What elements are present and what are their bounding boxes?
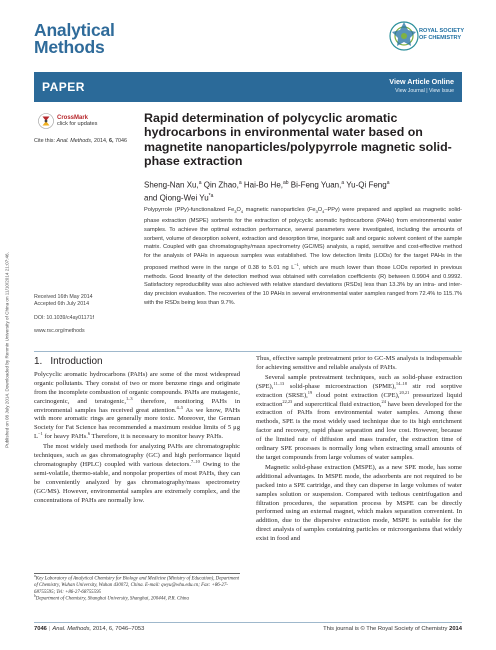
author: Hai-Bo He, <box>243 180 283 190</box>
download-side-note: Published on 08 July 2014. Downloaded by Renmin University of China on 11/10/2014 21:07:46. <box>4 252 9 448</box>
paragraph: The most widely used methods for analyzing PAHs are chromatographic techniques, such as gas chromatography (GC) and high performance liquid chromatography (HPLC) coupled with various detectors.$^{7-10}$ Owing to the semi-volatile, thermo-stable, and nonpolar properties of most PAHs, they can be conveniently analyzed by gas chromatography/mass spectrometry (GC/MS). However, environmental samples are extremely complex, and the concentrations of PAHs are normally low. <box>34 443 240 504</box>
footer-divider <box>34 622 462 623</box>
author-list: Sheng-Nan Xu,$^a$ Qin Zhao,$^a$ Hai-Bo He,$^{ab}$ Bi-Feng Yuan,$^a$ Yu-Qi Feng$^a$ and Qiong-Wei Yu$^{*a}$ <box>144 180 390 203</box>
author: Bi-Feng Yuan, <box>290 180 342 190</box>
section-heading-introduction: 1. Introduction <box>34 356 103 367</box>
crossmark-icon <box>38 113 54 129</box>
footer-copyright: This journal is © The Royal Society of Chemistry 2014 <box>323 626 462 632</box>
body-column-right <box>256 355 462 545</box>
paragraph: Polycyclic aromatic hydrocarbons (PAHs) are some of the most widespread organic pollutants. They consist of two or more benzene rings and originate from the incomplete combustion of organic compounds. PAHs are mutagenic, carcinogenic, and teratogenic,$^{1-3}$ therefore, monitoring PAHs in environmental samples has received great attention.$^{4-5}$ As we know, PAHs with more aromatic rings are generally more toxic. Moreover, the German Society for Fat Science has recommended a maximum residue limits of 5 μg $L^{-1}$ for heavy PAHs.$^6$ Therefore, it is necessary to monitor heavy PAHs. <box>34 370 240 441</box>
author: Sheng-Nan Xu, <box>144 180 199 190</box>
crossmark-title: CrossMark <box>57 114 89 121</box>
body-column-left <box>34 356 240 507</box>
article-title: Rapid determination of polycyclic aromatic hydrocarbons in environmental water based on magnetite nanoparticles/polypyrrole magnetic solid-phase extraction <box>144 111 452 168</box>
rsc-logo-text: ROYAL SOCIETY OF CHEMISTRY <box>419 28 465 41</box>
citation-line: Cite this: Anal. Methods, 2014, 6, 7046 <box>34 138 127 144</box>
accepted-date: Accepted 6th July 2014 <box>34 301 90 308</box>
crossmark-subtitle: click for updates <box>57 121 98 127</box>
journal-title[interactable] <box>34 22 115 56</box>
author: and Qiong-Wei Yu <box>144 193 209 203</box>
view-article-online-link[interactable]: View Article Online <box>389 77 454 86</box>
view-journal-issue-links[interactable]: View Journal | View Issue <box>395 88 454 94</box>
article-metadata <box>34 294 134 335</box>
affiliation-footnotes <box>34 576 240 604</box>
received-date: Received 16th May 2014 <box>34 294 93 300</box>
journal-url-link[interactable]: www.rsc.org/methods <box>34 327 85 334</box>
crossmark-badge[interactable] <box>38 111 108 131</box>
author: Qin Zhao, <box>203 180 239 190</box>
footnote-b: $^b$Department of Chemistry, Shanghai University, Shanghai, 200444, P.R. China <box>34 594 189 603</box>
footnote-a: $^a$Key Laboratory of Analytical Chemistry for Biology and Medicine (Ministry of Education), Department of Chemistry, Wuhan University, Wuhan 430072, China. E-mail: qwyu@whu.edu.cn; Fax: +86-27-68755595; Tel: +86-27-68755595 <box>34 574 240 595</box>
journal-title-line1: Analytical <box>34 20 115 40</box>
footnote-divider <box>34 573 240 574</box>
doi-link[interactable]: DOI: 10.1039/c4ay01171f <box>34 314 94 321</box>
paragraph: Magnetic solid-phase extraction (MSPE), as a new SPE mode, has some additional advantages. In MSPE mode, the adsorbents are not required to be packed into a SPE cartridge, and they can disperse in large volumes of water samples solution or suspension. Compared with tedious centrifugation and filtration procedures, the separation process by MSPE can be directly performed using an external magnet, which makes separation convenient. In addition, due to the dispersive extraction mode, MSPE is suitable for the direct analysis of samples containing particles or microorganisms that widely exist in food and <box>256 463 462 543</box>
abstract: Polypyrrole (PPy)-functionalized $Fe_3O_4$ magnetic nanoparticles $(Fe_3O_4-PPy)$ were prepared and applied as magnetic solid-phase extraction (MSPE) sorbents for the extraction of polycyclic aromatic hydrocarbons (PAHs) from environmental water samples. To achieve the optimal extraction performance, several parameters were investigated, including the amounts of sorbent, volume of desorption solvent, extraction and desorption time, inorganic salt and organic solvent content of the sample matrix. Coupled with gas chromatography/mass spectrometry (GC/MS) analysis, a rapid, sensitive and cost-effective method for the analysis of PAHs in aqueous samples was established. The low detection limits (LODs) for the target PAHs in the proposed method were in the range of 0.38 to 5.01 ng $L^{-1}$, which are much lower than those LODs reported in previous methods. Good linearity of the detection method was obtained with correlation coefficients (R) between 0.9904 and 0.9992. Satisfactory reproducibility was also achieved with relative standard deviations (RSDs) less than 13.3% by an intra- and inter-day precision evaluation. The recoveries of the 10 PAHs in several environmental water samples ranged from 72.4% to 115.7% with the RSDs being less than 9.7%. <box>144 207 463 306</box>
paragraph: Several sample pretreatment techniques, such as solid-phase extraction (SPE),$^{11-13}$ solid-phase microextraction (SPME),$^{14-18}$ stir rod sorptive extraction (SRSE),$^{19}$ cloud point extraction (CPE),$^{20,21}$ pressurized liquid extraction$^{22,23}$ and supercritical fluid extraction,$^{24}$ have been developed for the extraction of PAHs from environmental water samples. Among these methods, SPE is the most widely used technique due to its high enrichment factor and recovery, rapid phase separation and low cost. However, because of the limited rate of diffusion and mass transfer, the extraction time of ordinary SPE processes is normally long when extracting small amounts of the target compounds from large volumes of water samples. <box>256 373 462 461</box>
journal-title-line2: Methods <box>34 37 105 57</box>
footer-citation: 7046 | Anal. Methods, 2014, 6, 7046–7053 <box>34 626 145 632</box>
section-divider <box>34 351 462 352</box>
page-number: 7046 <box>34 626 47 632</box>
article-type-label: PAPER <box>42 80 85 94</box>
article-type-band <box>34 72 462 102</box>
paragraph: Thus, effective sample pretreatment prior to GC-MS analysis is indispensable for achieving sensitive and reliable analysis of PAHs. <box>256 355 462 371</box>
author: Yu-Qi Feng <box>346 180 387 190</box>
